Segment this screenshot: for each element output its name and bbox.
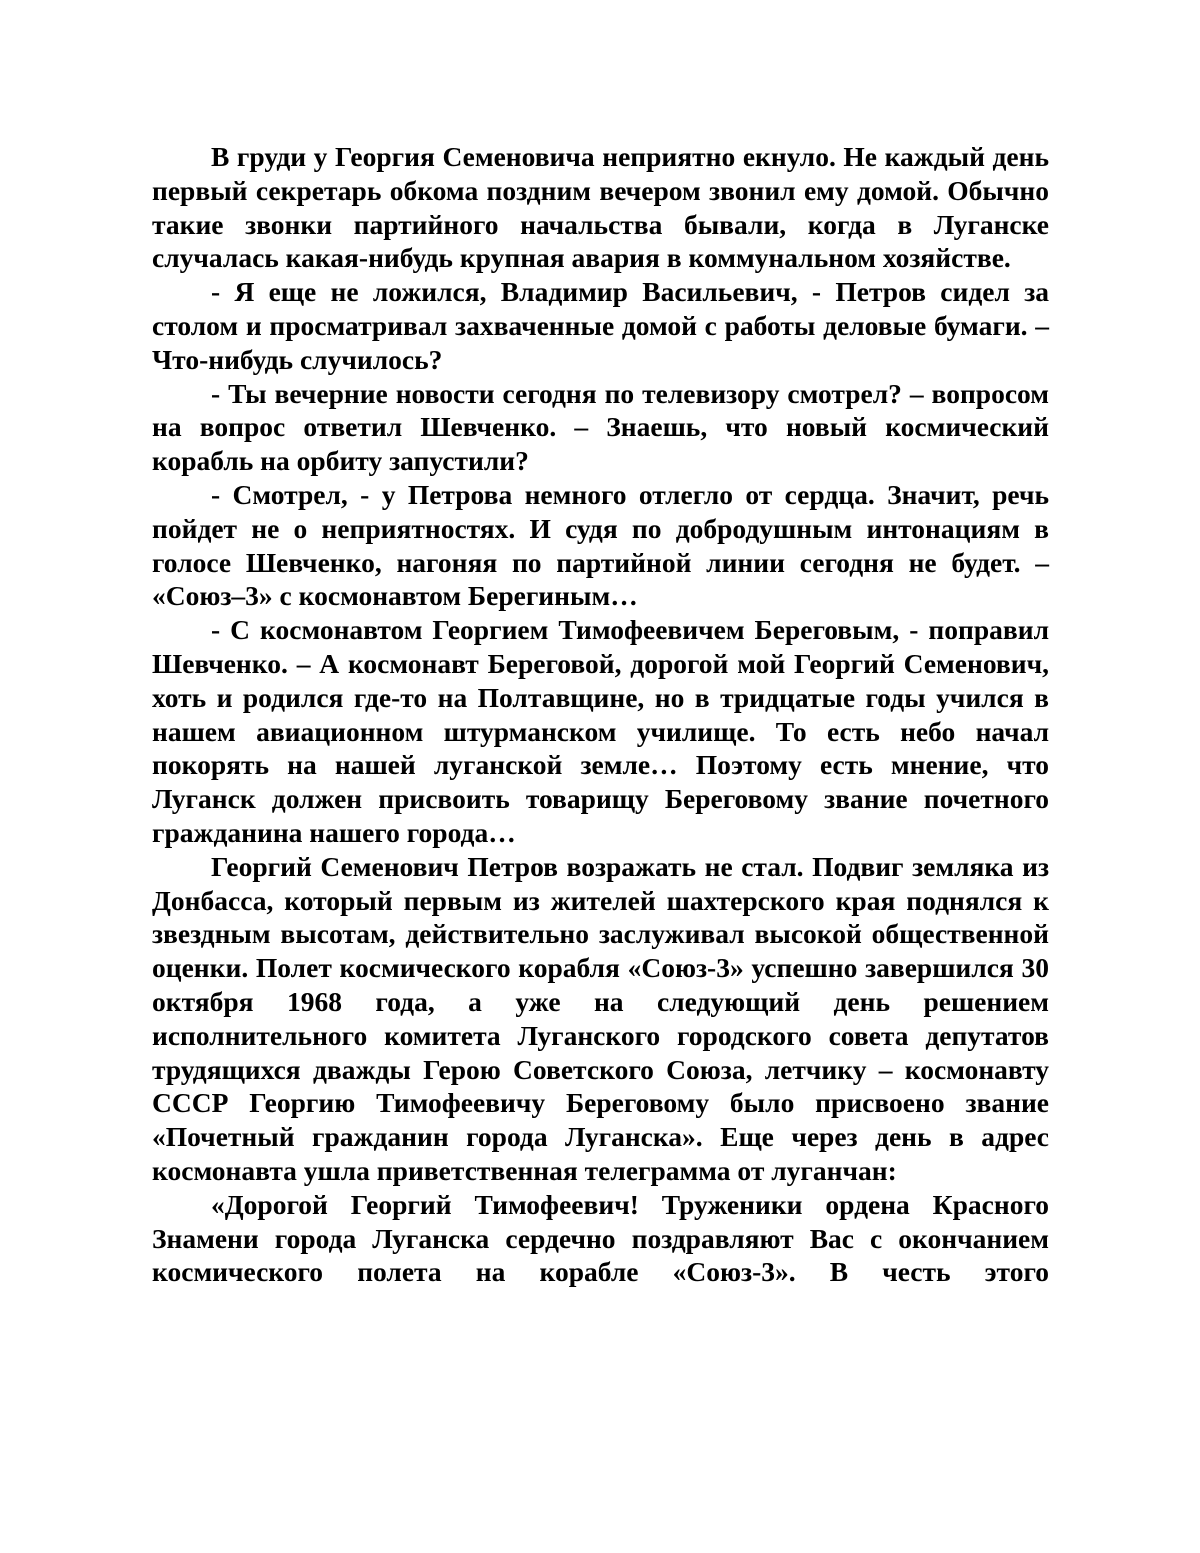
document-page <box>152 140 1049 1289</box>
paragraph-1: В груди у Георгия Семеновича неприятно екнуло. Не каждый день первый секретарь обкома поздним вечером звонил ему домой. Обычно такие звонки партийного начальства бывали, когда в Луганске случалась какая-нибудь крупная авария в коммунальном хозяйстве. <box>152 141 1049 274</box>
paragraph-3: - Ты вечерние новости сегодня по телевизору смотрел? – вопросом на вопрос ответил Шевченко. – Знаешь, что новый космический корабль на орбиту запустили? <box>152 377 1049 477</box>
paragraph-7: «Дорогой Георгий Тимофеевич! Труженики ордена Красного Знамени города Луганска сердечно поздравляют Вас с окончанием космического полета на корабле «Союз-3». В честь этого <box>152 1188 1049 1288</box>
paragraph-4: - Смотрел, - у Петрова немного отлегло от сердца. Значит, речь пойдет не о неприятностях. И судя по добродушным интонациям в голосе Шевченко, нагоняя по партийной линии сегодня не будет. – «Союз–3» с космонавтом Берегиным… <box>152 478 1049 612</box>
paragraph-6: Георгий Семенович Петров возражать не стал. Подвиг земляка из Донбасса, который первым из жителей шахтерского края поднялся к звездным высотам, действительно заслуживал высокой общественной оценки. Полет космического корабля «Союз-3» успешно завершился 30 октября 1968 года, а уже на следующий день решением исполнительного комитета Луганского городского совета депутатов трудящихся дважды Герою Советского Союза, летчику – космонавту СССР Георгию Тимофеевичу Береговому было присвоено звание «Почетный гражданин города Луганска». Еще через день в адрес космонавта ушла приветственная телеграмма от луганчан: <box>152 850 1049 1186</box>
paragraph-5: - С космонавтом Георгием Тимофеевичем Береговым, - поправил Шевченко. – А космонавт Береговой, дорогой мой Георгий Семенович, хоть и родился где-то на Полтавщине, но в тридцатые годы учился в нашем авиационном штурманском училище. То есть небо начал покорять на нашей луганской земле… Поэтому есть мнение, что Луганск должен присвоить товарищу Береговому звание почетного гражданина нашего города… <box>152 614 1049 848</box>
paragraph-2: - Я еще не ложился, Владимир Васильевич, - Петров сидел за столом и просматривал захваченные домой с работы деловые бумаги. – Что-нибудь случилось? <box>152 276 1049 375</box>
